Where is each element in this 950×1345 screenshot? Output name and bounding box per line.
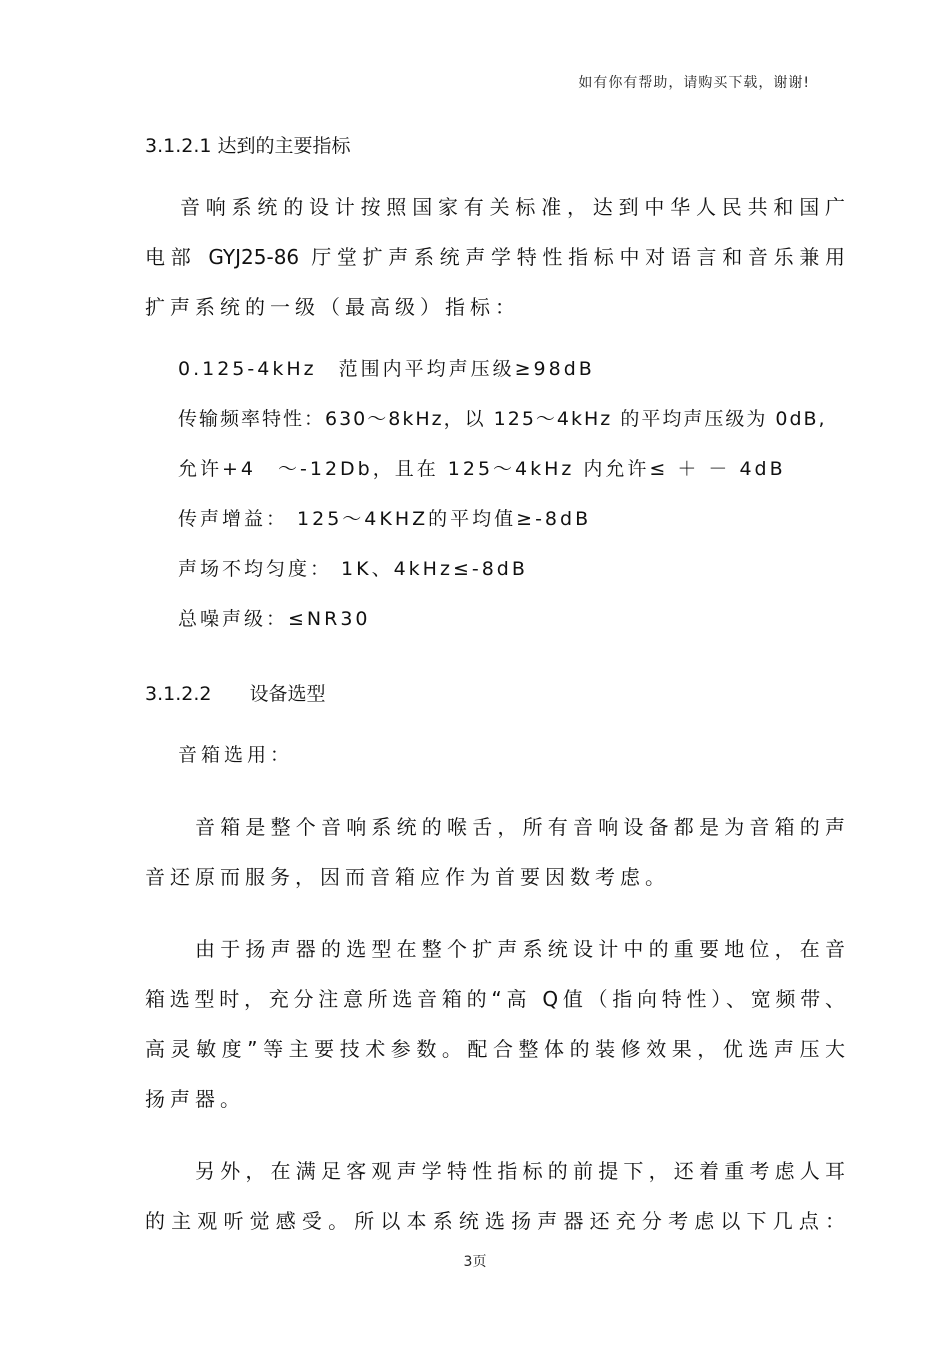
header-note: 如有你有帮助，请购买下载，谢谢! bbox=[578, 75, 810, 91]
spec-line-noise: 总噪声级：≤NR30 bbox=[178, 608, 371, 630]
subheading-speaker-selection: 音箱选用： bbox=[178, 744, 294, 766]
spec-line-pressure-level: 0.125-4kHz 范围内平均声压级≥98dB bbox=[178, 358, 595, 380]
section-heading-equipment: 3.1.2.2 设备选型 bbox=[145, 683, 326, 705]
paragraph-line: 另外，在满足客观声学特性指标的前提下，还着重考虑人耳 bbox=[195, 1159, 845, 1183]
paragraph-line: 高灵敏度”等主要技术参数。配合整体的装修效果，优选声压大 bbox=[145, 1037, 845, 1061]
paragraph-line: 音还原而服务，因而音箱应作为首要因数考虑。 bbox=[145, 865, 670, 889]
paragraph-line: 扬声器。 bbox=[145, 1087, 245, 1111]
paragraph-line: 电部 GYJ25-86 厅堂扩声系统声学特性指标中对语言和音乐兼用 bbox=[145, 245, 845, 269]
section-heading-indicators: 3.1.2.1 达到的主要指标 bbox=[145, 135, 351, 157]
page-number: 3页 bbox=[463, 1254, 487, 1270]
spec-line-frequency-response: 传输频率特性：630～8kHz，以 125～4kHz 的平均声压级为 0dB, bbox=[178, 408, 827, 430]
paragraph-line: 音箱是整个音响系统的喉舌，所有音响设备都是为音箱的声 bbox=[195, 815, 845, 839]
spec-line-tolerance: 允许+4 ～-12Db，且在 125～4kHz 内允许≤ ＋ － 4dB bbox=[178, 458, 786, 480]
spec-line-uniformity: 声场不均匀度： 1K、4kHz≤-8dB bbox=[178, 558, 528, 580]
spec-line-gain: 传声增益： 125～4KHZ的平均值≥-8dB bbox=[178, 508, 592, 530]
paragraph-line: 由于扬声器的选型在整个扩声系统设计中的重要地位，在音 bbox=[195, 937, 845, 961]
paragraph-line: 音响系统的设计按照国家有关标准，达到中华人民共和国广 bbox=[180, 195, 845, 219]
paragraph-line: 箱选型时，充分注意所选音箱的“高 Q值（指向特性）、宽频带、 bbox=[145, 987, 845, 1011]
paragraph-line: 的主观听觉感受。所以本系统选扬声器还充分考虑以下几点： bbox=[145, 1209, 845, 1233]
paragraph-line: 扩声系统的一级（最高级）指标： bbox=[145, 295, 520, 319]
